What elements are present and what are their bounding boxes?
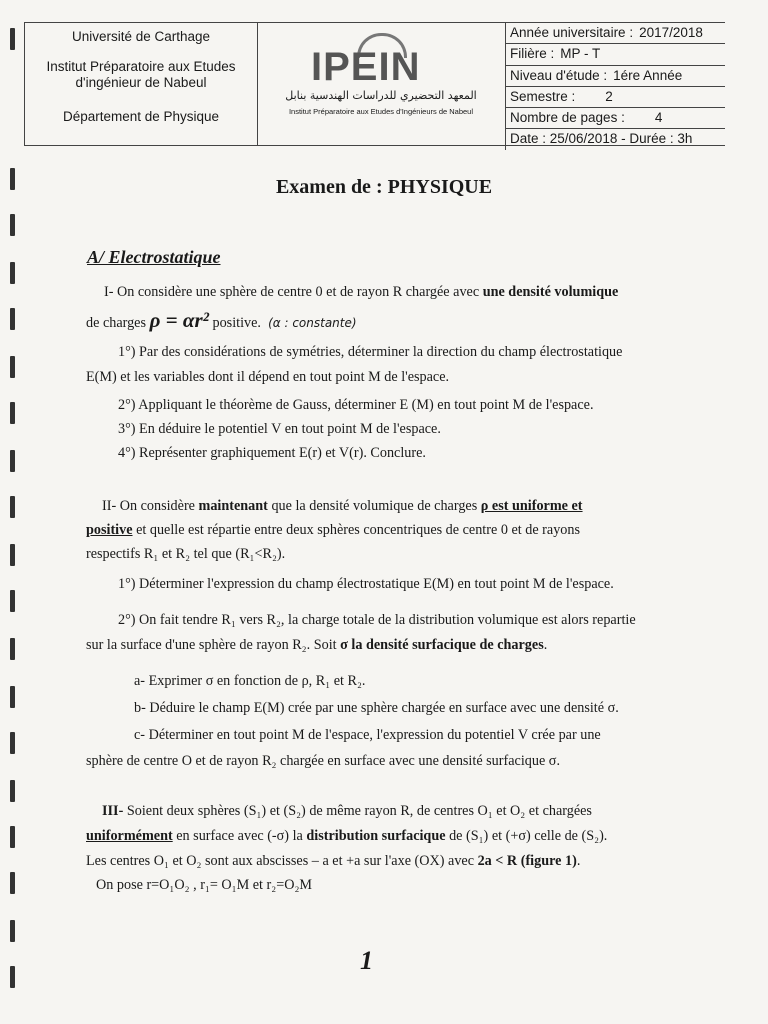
logo-cell [257, 23, 506, 145]
paragraph-line: respectifs R₁ et R₂ tel que (R₁<R₂). [86, 546, 286, 562]
info-row: Date : 25/06/2018 - Durée : 3h [505, 129, 725, 149]
handwritten-note: (α : constante) [268, 316, 357, 330]
ipein-logo: IPEIN [311, 45, 421, 89]
binding-holes [10, 0, 18, 1024]
section-heading: A/ Electrostatique [87, 247, 221, 267]
subquestion-line: c- Déterminer en tout point M de l'espace, l'expression du potentiel V crée par une [134, 727, 601, 743]
question-line: 2°) Appliquant le théorème de Gauss, déterminer E (M) en tout point M de l'espace. [118, 397, 594, 413]
question-line: 2°) On fait tendre R₁ vers R₂, la charge totale de la distribution volumique est alors repartie [118, 612, 636, 628]
info-row: Nombre de pages : 4 [505, 108, 725, 129]
paragraph-line: I- On considère une sphère de centre 0 et de rayon R chargée avec une densité volumique [104, 284, 619, 300]
paragraph-line: Les centres O₁ et O₂ sont aux abscisses – a et +a sur l'axe (OX) avec 2a < R (figure 1). [86, 853, 581, 869]
paragraph-line: On pose r=O₁O₂ , r₁= O₁M et r₂=O₂M [96, 877, 313, 893]
institute-line2: d'ingénieur de Nabeul [75, 75, 207, 90]
info-row: Année universitaire : 2017/2018 [505, 23, 725, 44]
logo-arabic-text: المعهد التحضيري للدراسات الهندسية بنابل [285, 89, 477, 102]
info-row: Filière : MP - T [505, 44, 725, 65]
exam-title: Examen de : PHYSIQUE [275, 176, 493, 198]
subquestion-line: sphère de centre O et de rayon R₂ chargée en surface avec une densité surfacique σ. [86, 753, 560, 769]
institute-line1: Institut Préparatoire aux Etudes [46, 59, 236, 74]
question-line: 4°) Représenter graphiquement E(r) et V(r). Conclure. [118, 445, 426, 461]
info-row: Niveau d'étude : 1ére Année [505, 66, 725, 87]
paragraph-line: III- Soient deux sphères (S₁) et (S₂) de même rayon R, de centres O₁ et O₂ et chargées [102, 803, 592, 819]
logo-subtitle: Institut Préparatoire aux Etudes d'Ingénieurs de Nabeul [288, 107, 474, 116]
paragraph-line: II- On considère maintenant que la densité volumique de charges ρ est uniforme et [102, 498, 583, 514]
university-name: Université de Carthage [71, 29, 211, 44]
question-line: 1°) Par des considérations de symétries, déterminer la direction du champ électrostatique [118, 344, 623, 360]
subquestion-line: a- Exprimer σ en fonction de ρ, R₁ et R₂. [134, 673, 366, 689]
question-line: 3°) En déduire le potentiel V en tout point M de l'espace. [118, 421, 441, 437]
info-row: Semestre : 2 [505, 87, 725, 108]
department-name: Département de Physique [62, 109, 220, 124]
paragraph-line: sur la surface d'une sphère de rayon R₂. Soit σ la densité surfacique de charges. [86, 637, 548, 653]
paragraph-line: de charges ρ = αr² positive. (α : constante) [86, 308, 357, 332]
institution-cell [25, 23, 258, 145]
question-line: 1°) Déterminer l'expression du champ électrostatique E(M) en tout point M de l'espace. [118, 576, 614, 592]
density-formula: ρ = αr² [149, 308, 209, 332]
paragraph-line: positive et quelle est répartie entre deux sphères concentriques de centre 0 et de rayons [86, 522, 581, 538]
page-number: 1 [360, 946, 373, 975]
exam-header [24, 22, 725, 146]
question-line: E(M) et les variables dont il dépend en tout point M de l'espace. [86, 369, 450, 385]
exam-info-table [505, 23, 725, 145]
paragraph-line: uniformément en surface avec (-σ) la distribution surfacique de (S₁) et (+σ) celle de (S₂). [86, 828, 608, 844]
subquestion-line: b- Déduire le champ E(M) crée par une sphère chargée en surface avec une densité σ. [134, 700, 619, 716]
